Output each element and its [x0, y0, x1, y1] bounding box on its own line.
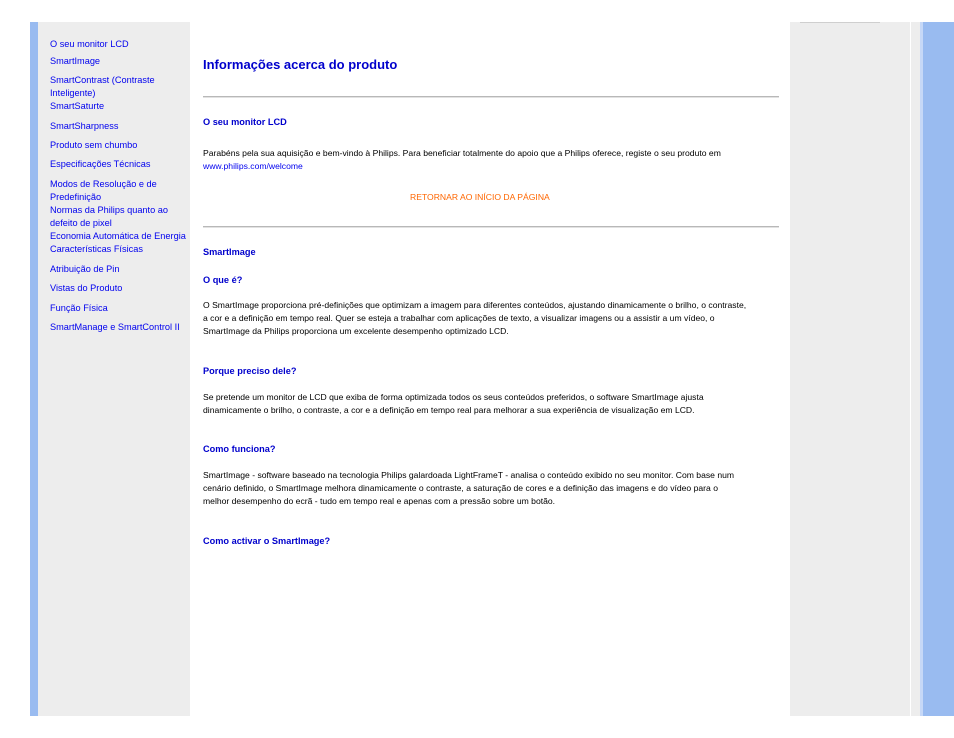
page-title: Informações acerca do produto [203, 57, 398, 72]
nav-link-smartcontrast[interactable]: SmartContrast (Contraste Inteligente) [50, 75, 155, 98]
back-to-top-link[interactable]: RETORNAR AO INÍCIO DA PÁGINA [410, 192, 550, 202]
left-frame-strip [30, 22, 38, 716]
section-divider [203, 226, 779, 228]
nav-link-product-views[interactable]: Vistas do Produto [50, 283, 123, 293]
question-how-activate: Como activar o SmartImage? [203, 536, 331, 546]
nav-link-smartsaturte[interactable]: SmartSaturte [50, 101, 105, 111]
monitor-intro-span: Parabéns pela sua aquisição e bem-vindo à Philips. Para beneficiar totalmente do apoio que a Philips oferece, registe o seu produto em [203, 148, 721, 158]
answer-how-works: SmartImage - software baseado na tecnologia Philips galardoada LightFrameT - analisa o conteúdo exibido no seu monitor. Com base num cenário definido, o SmartImage melhora dinamicamente o contraste, a saturação de cores e a definição das imagens e do vídeo para o melhor desempenho do ecrã - tudo em tempo real e apenas com a pressão sobre um botão. [203, 470, 735, 506]
right-panel-top-line [800, 22, 880, 23]
right-panel-divider [910, 22, 911, 716]
nav-link-pin-assignment[interactable]: Atribuição de Pin [50, 264, 120, 274]
sidebar-nav [50, 38, 188, 334]
monitor-intro-text [203, 147, 763, 173]
philips-welcome-link[interactable]: www.philips.com/welcome [203, 160, 303, 171]
nav-link-lead-free[interactable]: Produto sem chumbo [50, 140, 138, 150]
section-heading-smartimage: SmartImage [203, 247, 256, 257]
section-divider [203, 96, 779, 98]
nav-link-smartmanage[interactable]: SmartManage e SmartControl II [50, 322, 180, 332]
nav-link-power-saving[interactable]: Economia Automática de Energia [50, 231, 186, 241]
question-what-is: O que é? [203, 275, 243, 285]
right-strip-edge [920, 22, 923, 716]
nav-link-monitor-lcd[interactable]: O seu monitor LCD [50, 39, 129, 49]
question-why-need: Porque preciso dele? [203, 366, 297, 376]
right-frame-strip [920, 22, 954, 716]
nav-link-pixel-policy[interactable]: Normas da Philips quanto ao defeito de pixel [50, 205, 168, 228]
answer-why-need: Se pretende um monitor de LCD que exiba de forma optimizada todos os seus conteúdos preferidos, o software SmartImage ajusta dinamicamente o brilho, o contraste, a cor e a definição em tempo real para melhorar a sua experiência de visualização em LCD. [203, 392, 704, 415]
answer-what-is: O SmartImage proporciona pré-definições que optimizam a imagem para diferentes conteúdos, ajustando dinamicamente o brilho, o contraste, a cor e a definição em tempo real. Quer se esteja a trabalhar com aplicações de texto, a visualizar imagens ou a assistir a um vídeo, o SmartImage da Philips proporciona um excelente desempenho optimizado LCD. [203, 300, 747, 336]
question-how-works: Como funciona? [203, 444, 276, 454]
right-gray-panel [790, 22, 920, 716]
nav-link-resolution-modes[interactable]: Modos de Resolução e de Predefinição [50, 179, 157, 202]
section-heading-monitor: O seu monitor LCD [203, 117, 287, 127]
nav-link-physical-function[interactable]: Função Física [50, 303, 108, 313]
nav-link-physical-characteristics[interactable]: Características Físicas [50, 244, 143, 254]
nav-link-smartsharpness[interactable]: SmartSharpness [50, 121, 119, 131]
nav-link-specifications[interactable]: Especificações Técnicas [50, 159, 151, 169]
nav-link-smartimage[interactable]: SmartImage [50, 56, 101, 66]
